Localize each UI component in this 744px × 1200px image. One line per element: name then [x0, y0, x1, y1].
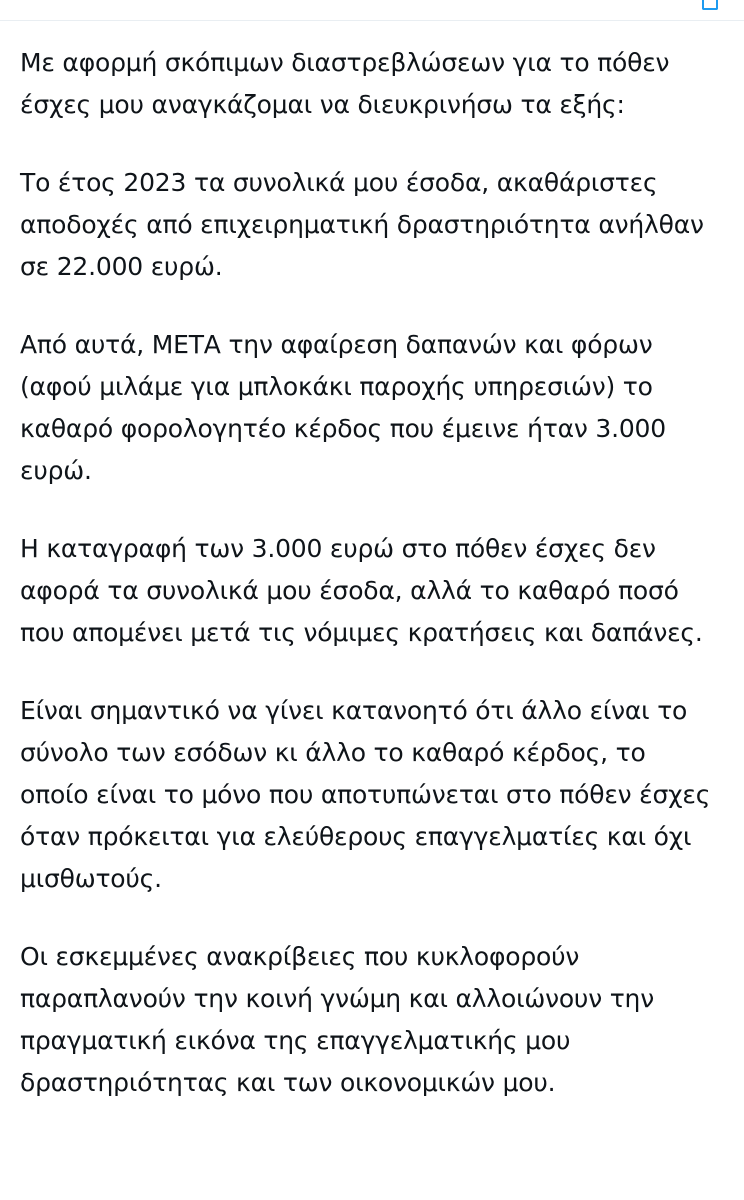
paragraph-1: Με αφορμή σκόπιμων διαστρεβλώσεων για το πόθεν έσχες μου αναγκάζομαι να διευκρινήσω τα εξής:	[20, 48, 670, 119]
paragraph-4: Η καταγραφή των 3.000 ευρώ στο πόθεν έσχες δεν αφορά τα συνολικά μου έσοδα, αλλά το καθαρό ποσό που απομένει μετά τις νόμιμες κρατήσεις και δαπάνες.	[20, 534, 703, 647]
post-body	[20, 42, 720, 1140]
top-edge-area	[0, 0, 744, 30]
bookmark-edge-icon[interactable]	[702, 0, 718, 10]
paragraph-5: Είναι σημαντικό να γίνει κατανοητό ότι άλλο είναι το σύνολο των εσόδων κι άλλο το καθαρό κέρδος, το οποίο είναι το μόνο που αποτυπώνεται στο πόθεν έσχες όταν πρόκειται για ελεύθερους επαγγελματίες και όχι μισθωτούς.	[20, 696, 711, 893]
top-divider	[0, 20, 744, 21]
paragraph-2: Το έτος 2023 τα συνολικά μου έσοδα, ακαθάριστες αποδοχές από επιχειρηματική δραστηριότητα ανήλθαν σε 22.000 ευρώ.	[20, 168, 704, 281]
paragraph-3: Από αυτά, ΜΕΤΑ την αφαίρεση δαπανών και φόρων (αφού μιλάμε για μπλοκάκι παροχής υπηρεσιών) το καθαρό φορολογητέο κέρδος που έμεινε ήταν 3.000 ευρώ.	[20, 330, 666, 485]
paragraph-6: Οι εσκεμμένες ανακρίβειες που κυκλοφορούν παραπλανούν την κοινή γνώμη και αλλοιώνουν την πραγματική εικόνα της επαγγελματικής μου δραστηριότητας και των οικονομικών μου.	[20, 942, 654, 1097]
